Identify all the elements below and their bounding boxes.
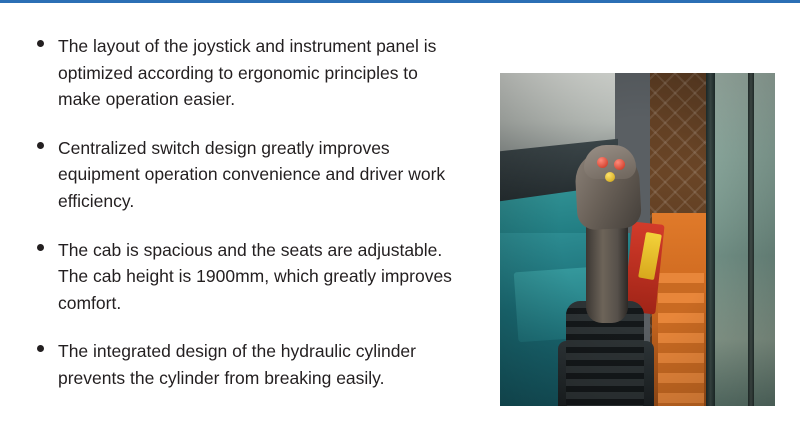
- list-item: [28, 338, 460, 391]
- bullet-text-column: [0, 3, 470, 446]
- bullet-dot-icon: [37, 345, 44, 352]
- image-column: [470, 3, 800, 446]
- bullet-text: Centralized switch design greatly improves equipment operation convenience and driver work efficiency.: [58, 137, 446, 211]
- list-item: [28, 237, 460, 317]
- bullet-text: The integrated design of the hydraulic cylinder prevents the cylinder from breaking easily.: [58, 341, 416, 388]
- bullet-dot-icon: [37, 244, 44, 251]
- feature-bullet-list: [28, 33, 460, 392]
- bullet-dot-icon: [37, 40, 44, 47]
- photo-vignette: [500, 73, 775, 406]
- list-item: [28, 135, 460, 215]
- bullet-text: The layout of the joystick and instrument panel is optimized according to ergonomic principles to make operation easier.: [58, 36, 437, 110]
- bullet-text: The cab is spacious and the seats are adjustable. The cab height is 1900mm, which greatly improves comfort.: [58, 239, 452, 313]
- excavator-cab-joystick-photo: [500, 73, 775, 406]
- bullet-dot-icon: [37, 142, 44, 149]
- list-item: [28, 33, 460, 113]
- slide-content: [0, 3, 800, 446]
